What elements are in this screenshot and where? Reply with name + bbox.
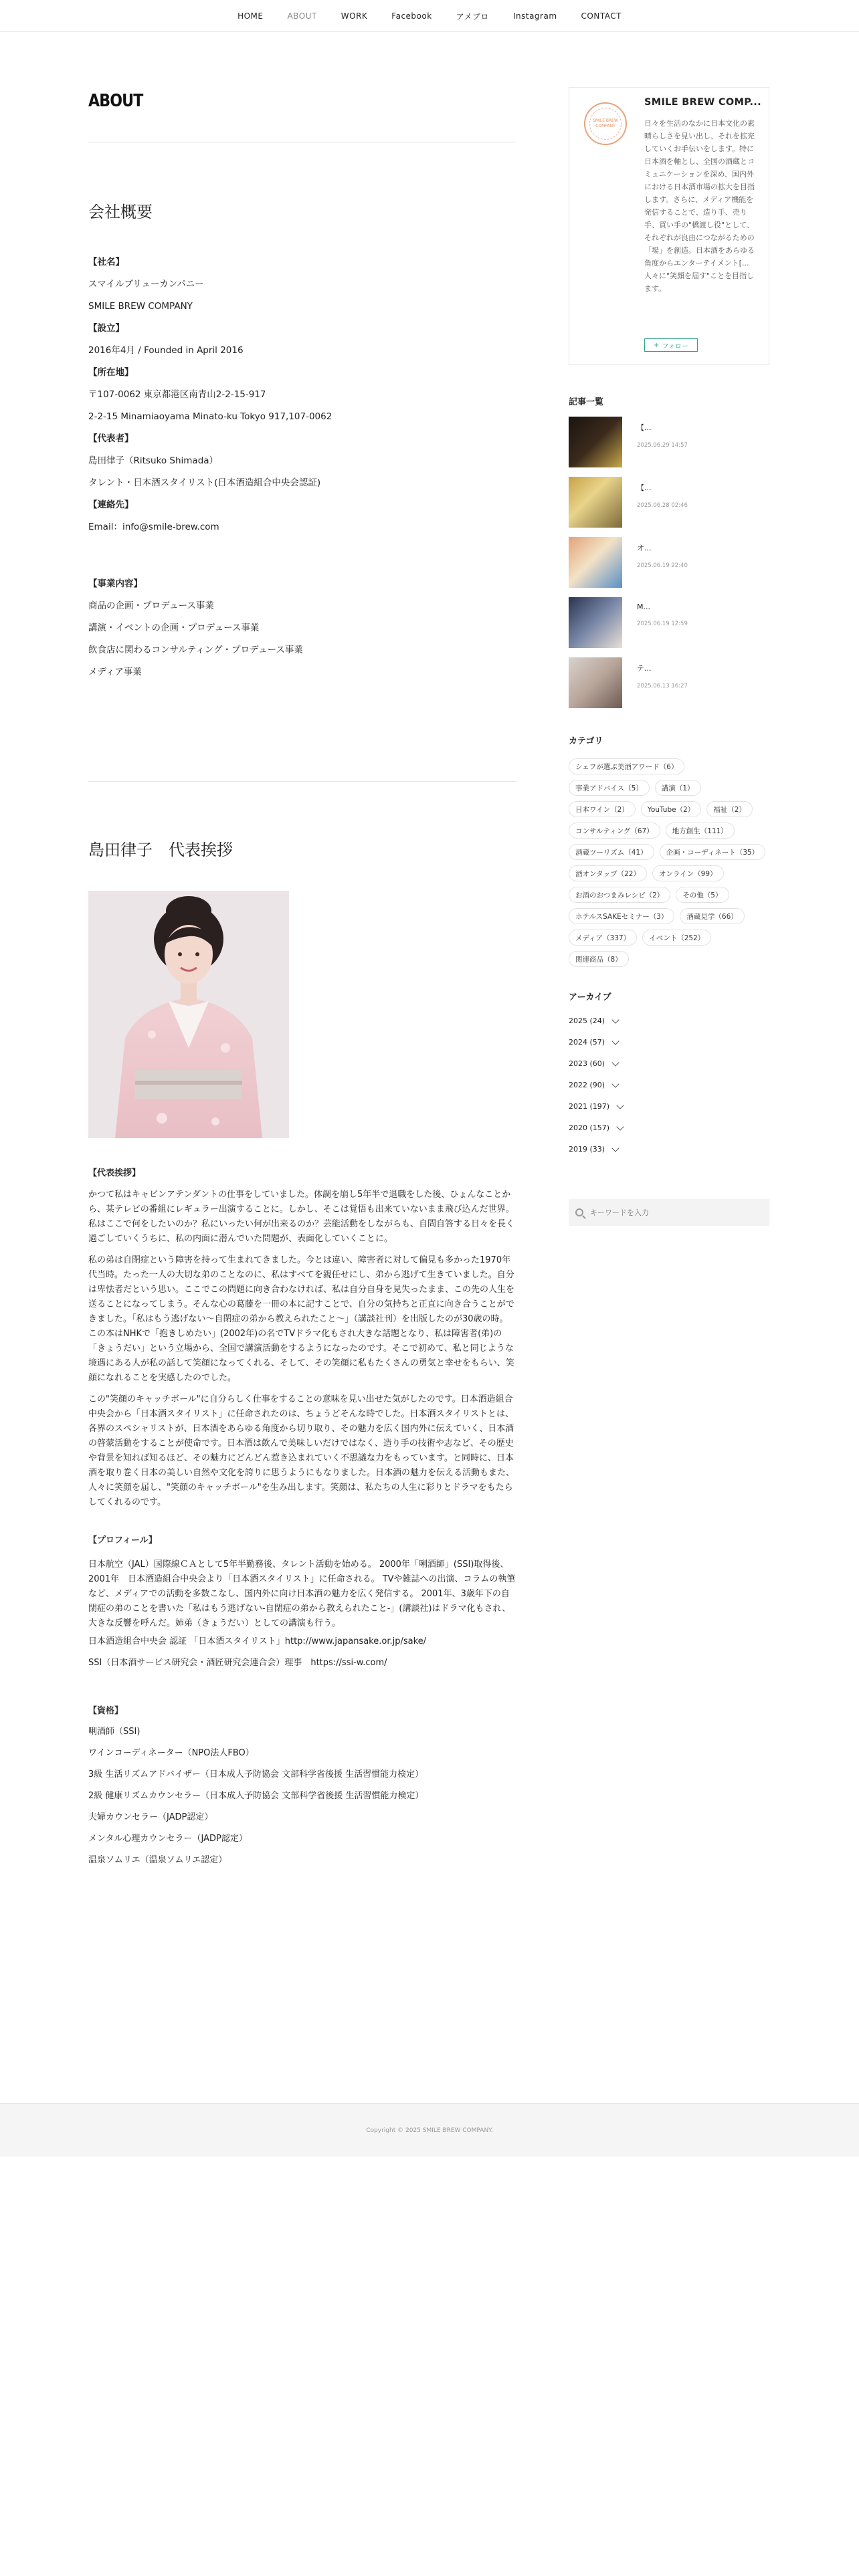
category-tag[interactable]: ホテルスSAKEセミナー（3）	[569, 908, 674, 924]
greeting-text	[88, 1166, 516, 1510]
category-tag[interactable]: 地方創生（111）	[666, 823, 735, 839]
search-box	[569, 1199, 769, 1226]
chevron-down-icon[interactable]	[611, 1059, 619, 1066]
article-date: 2025.06.19 22:40	[637, 562, 688, 569]
portrait-illustration	[88, 891, 289, 1138]
qualifications-list	[88, 1721, 516, 1871]
chevron-down-icon[interactable]	[611, 1037, 619, 1045]
archive-year[interactable]	[569, 1117, 769, 1139]
greeting-paragraph: この"笑顔のキャッチボール"に自分らしく仕事をすることの意味を見い出せた気がしたのです。日本酒造組合中央会から「日本酒スタイリスト」に任命されたのは、ちょうどそんな時でした。日本酒スタイリストとは、各界のスペシャリストが、日本酒をあらゆる角度から切り取り、その魅力を広く国内外に伝えていく、日本酒の啓蒙活動をすることが使命です。日本酒は飲んで美味しいだけではなく、造り手の技術や志など、その歴史や背景を知れば知るほど、その魅力にどんどん惹き込まれていく不思議な力をもっています。と同時に、日本酒を取り巻く日本の美しい自然や文化を誇りに思うようにもなりました。日本酒の魅力を伝える活動もまた、人々に笑顔を届し、"笑顔のキャッチボール"を生み出します。笑顔は、私たちの人生に彩りとドラマをもたらしてくれるのです。	[88, 1394, 515, 1507]
chevron-down-icon[interactable]	[616, 1101, 624, 1109]
article-thumbnail[interactable]	[569, 597, 622, 648]
page-title: ABOUT	[88, 91, 143, 111]
business-item: 講演・イベントの企画・プロデュース事業	[88, 623, 260, 633]
category-tag[interactable]: 事業アドバイス（5）	[569, 780, 650, 796]
category-tag[interactable]: 酒オンタップ（22）	[569, 865, 647, 881]
article-thumbnail[interactable]	[569, 657, 622, 708]
company-name-label: 【社名】	[88, 257, 124, 267]
article-thumbnail[interactable]	[569, 417, 622, 467]
company-info	[88, 251, 516, 538]
follow-label: フォロー	[662, 342, 688, 350]
category-tag[interactable]: イベント（252）	[642, 930, 711, 946]
archive-year[interactable]	[569, 1096, 769, 1117]
representative-title: タレント・日本酒スタイリスト(日本酒造組合中央会認証)	[88, 477, 321, 488]
established-value: 2016年4月 / Founded in April 2016	[88, 345, 244, 356]
chevron-down-icon[interactable]	[616, 1123, 624, 1130]
profile-card	[569, 87, 769, 365]
article-date: 2025.06.28 02:46	[637, 502, 688, 509]
article-item[interactable]	[569, 537, 769, 591]
article-title[interactable]: テ...	[637, 664, 652, 673]
qualification-item: 唎酒師（SSI)	[88, 1727, 140, 1737]
article-list	[569, 417, 769, 711]
brand-logo[interactable]	[584, 102, 627, 145]
nav-work[interactable]: WORK	[341, 11, 368, 21]
category-tag[interactable]: コンサルティング（67）	[569, 823, 660, 839]
nav-home[interactable]: HOME	[237, 11, 264, 21]
profile-name[interactable]: SMILE BREW COMP...	[644, 97, 761, 108]
profile-link[interactable]: 日本酒造組合中央会 認証 「日本酒スタイリスト」http://www.japansake.or.jp/sake/	[88, 1636, 427, 1646]
qualifications-label: 【資格】	[88, 1706, 124, 1716]
article-item[interactable]	[569, 597, 769, 651]
business-item: 商品の企画・プロデュース事業	[88, 601, 214, 611]
article-thumbnail[interactable]	[569, 477, 622, 528]
nav-contact[interactable]: CONTACT	[581, 11, 622, 21]
business-label: 【事業内容】	[88, 578, 142, 589]
archive-year-label: 2022 (90)	[569, 1081, 605, 1089]
representative-name: 島田律子（Ritsuko Shimada）	[88, 455, 219, 466]
category-tag[interactable]: YouTube（2）	[641, 801, 701, 817]
profile-label: 【プロフィール】	[88, 1535, 157, 1545]
representative-portrait	[88, 891, 289, 1138]
archive-year-label: 2024 (57)	[569, 1038, 605, 1047]
address-ja: 〒107-0062 東京都港区南青山2-2-15-917	[88, 389, 266, 400]
plus-icon: +	[654, 341, 660, 349]
established-label: 【設立】	[88, 323, 124, 334]
archive-year-label: 2025 (24)	[569, 1016, 605, 1025]
qualification-item: メンタル心理カウンセラー（JADP認定）	[88, 1834, 248, 1844]
category-tag[interactable]: 関連商品（8）	[569, 951, 629, 967]
archive-year[interactable]	[569, 1053, 769, 1075]
category-tags	[569, 758, 769, 967]
greeting-paragraph: かつて私はキャビンアテンダントの仕事をしていました。体調を崩し5年半で退職をした後、ひょんなことから、某テレビの番組にレギュラー出演することに。しかし、そこは覚悟も出来ていないまま飛び込んだ世界。私はここで何をしたいのか？私にいったい何が出来るのか？芸能活動をしながらも、自問自答する日々を長く過ごしていくうちに、私の内面に潜んでいた問題が、表面化していくことに。	[88, 1190, 515, 1244]
sidebar	[569, 87, 769, 1226]
category-tag[interactable]: 福祉（2）	[706, 801, 753, 817]
category-tag[interactable]: メディア（337）	[569, 930, 637, 946]
greeting-heading: 島田律子 代表挨拶	[88, 841, 233, 859]
main-content	[88, 67, 516, 1871]
article-title[interactable]: M...	[637, 603, 650, 611]
archive-year-label: 2023 (60)	[569, 1059, 605, 1068]
archive-year[interactable]	[569, 1139, 769, 1160]
archive-year[interactable]	[569, 1075, 769, 1096]
archive-heading: アーカイブ	[569, 992, 611, 1002]
contact-label: 【連絡先】	[88, 500, 134, 510]
category-tag[interactable]: 企画・コーディネート（35）	[660, 844, 766, 860]
qualification-item: 3級 生活リズムアドバイザー（日本成人予防協会 文部科学省後援 生活習慣能力検定）	[88, 1769, 424, 1780]
business-item: メディア事業	[88, 667, 142, 677]
representative-label: 【代表者】	[88, 433, 134, 444]
chevron-down-icon[interactable]	[611, 1080, 619, 1087]
follow-button[interactable]	[644, 338, 698, 352]
category-tag[interactable]: 講演（1）	[655, 780, 701, 796]
copyright: Copyright © 2025 SMILE BREW COMPANY.	[366, 2127, 493, 2134]
article-item[interactable]	[569, 477, 769, 530]
categories-heading: カテゴリ	[569, 736, 603, 746]
profile-description-text: 日々を生活のなかに日本文化の素晴らしさを見い出し、それを拡充していくお手伝いをします。特に日本酒を軸とし、全国の酒蔵とコミュニケーションを深め、国内外における日本酒市場の拡大を目指します。さらに、メディア機能を発信することで、造り手、売り手、買い手の"橋渡し役"として、それぞれが良由につながるための「場」を創造。日本酒をあらゆる角度からエンターテイメント[...	[644, 119, 755, 267]
category-tag[interactable]: その他（5）	[676, 887, 729, 903]
archive-year-label: 2021 (197)	[569, 1102, 610, 1111]
company-name-ja: スマイルブリューカンパニー	[88, 279, 204, 290]
nav-about[interactable]: ABOUT	[287, 11, 317, 21]
article-item[interactable]	[569, 657, 769, 711]
article-title[interactable]: 【...	[637, 484, 652, 492]
archive-year[interactable]	[569, 1032, 769, 1053]
category-tag[interactable]: 酒蔵見学（66）	[680, 908, 744, 924]
profile-link[interactable]: SSI（日本酒サービス研究会・酒匠研究会連合会）理事 https://ssi-w.com/	[88, 1658, 387, 1668]
qualification-item: 夫婦カウンセラー（JADP認定）	[88, 1812, 213, 1822]
contact-email[interactable]: Email：info@smile-brew.com	[88, 522, 219, 532]
category-tag[interactable]: 日本ワイン（2）	[569, 801, 636, 817]
greeting-paragraph: 私の弟は自閉症という障害を持って生まれてきました。今とは違い、障害者に対して偏見も多かった1970年代当時。たった一人の大切な弟のことなのに、私はすべてを親任せにし、弟から逃げて生きていました。自分は卑怯者だという思い。ここでこの問題に向き合わなければ、私は自分自身を見失ったまま、この先の人生を送ることになってしまう。そんな心の葛藤を一冊の本に記すことで、自分の気持ちと正直に向き合うことができました。「私はもう逃げない～自閉症の弟から教えられたこと～」（講談社刊）を出版したのが30歳の時。この本はNHKで「抱きしめたい」(2002年)の名でTVドラマ化もされ大きな話題となり、私は障害者(弟)の「きょうだい」という立場から、全国で講演活動をするようになったのです。そこで初めて、私と同じような境遇にある人が私の話して笑顔になってくれる、そして、その笑顔に私もたくさんの勇気と幸せをもらい、笑顔になれることを実感したのでした。	[88, 1255, 515, 1383]
chevron-down-icon[interactable]	[611, 1144, 619, 1152]
greeting-label: 【代表挨拶】	[88, 1168, 141, 1178]
footer	[0, 2103, 859, 2157]
company-name-en: SMILE BREW COMPANY	[88, 301, 193, 312]
article-date: 2025.06.29 14:57	[637, 442, 688, 449]
profile-text: 日本航空（JAL）国際線ＣＡとして5年半勤務後、タレント活動を始める。 2000年「唎酒師」(SSI)取得後、2001年 日本酒造組合中央会より「日本酒スタイリスト」に任命される。 TVや雑誌への出演、コラムの執筆など、メディアでの活動を多数こなし、国内外に向け日本酒の魅力を広く発信する。 2001年、3歳年下の自閉症の弟のことを書いた「私はもう逃げない-自閉症の弟から教えられたこと-」(講談社)はドラマ化もされ、大きな反響を呼んだ。姉弟（きょうだい）としての講演も行う。	[88, 1560, 516, 1628]
nav-facebook[interactable]: Facebook	[391, 11, 432, 21]
qualification-item: 温泉ソムリエ（温泉ソムリエ認定）	[88, 1855, 227, 1865]
top-nav	[0, 0, 859, 32]
archive-year-label: 2019 (33)	[569, 1145, 605, 1154]
chevron-down-icon[interactable]	[611, 1016, 619, 1023]
nav-ameblo[interactable]: アメブロ	[456, 11, 489, 21]
archive-year-label: 2020 (157)	[569, 1123, 610, 1132]
article-title[interactable]: オ...	[637, 544, 652, 552]
articles-heading: 記事一覧	[569, 397, 604, 407]
logo-text: SMILE BREW COMPANY	[589, 108, 622, 140]
qualification-item: 2級 健康リズムカウンセラー（日本成人予防協会 文部科学省後援 生活習慣能力検定）	[88, 1791, 424, 1801]
address-en: 2-2-15 Minamiaoyama Minato-ku Tokyo 917,107-0062	[88, 411, 332, 422]
archive-list	[569, 1010, 769, 1160]
nav-instagram[interactable]: Instagram	[512, 11, 557, 21]
archive-year[interactable]	[569, 1010, 769, 1032]
business-info	[88, 573, 516, 683]
profile-description	[644, 117, 761, 295]
article-item[interactable]	[569, 417, 769, 470]
company-heading: 会社概要	[88, 203, 153, 221]
category-tag[interactable]: 酒蔵ツーリズム（41）	[569, 844, 654, 860]
article-thumbnail[interactable]	[569, 537, 622, 588]
article-title[interactable]: 【...	[637, 423, 652, 432]
divider	[88, 781, 516, 782]
category-tag[interactable]: オンライン（99）	[652, 865, 724, 881]
search-icon[interactable]	[575, 1208, 583, 1216]
article-date: 2025.06.13 16:27	[637, 683, 688, 689]
category-tag[interactable]: お酒のおつまみレシピ（2）	[569, 887, 670, 903]
article-date: 2025.06.19 12:59	[637, 621, 688, 627]
qualification-item: ワインコーディネーター（NPO法人FBO）	[88, 1748, 254, 1758]
business-item: 飲食店に関わるコンサルティング・プロデュース事業	[88, 645, 303, 655]
address-label: 【所在地】	[88, 367, 134, 378]
category-tag[interactable]: シェフが選ぶ美酒アワード（6）	[569, 758, 684, 774]
profile-description-tail: 人々に"笑顔を届す"ことを目指します。	[644, 272, 755, 293]
search-input[interactable]	[590, 1208, 757, 1217]
